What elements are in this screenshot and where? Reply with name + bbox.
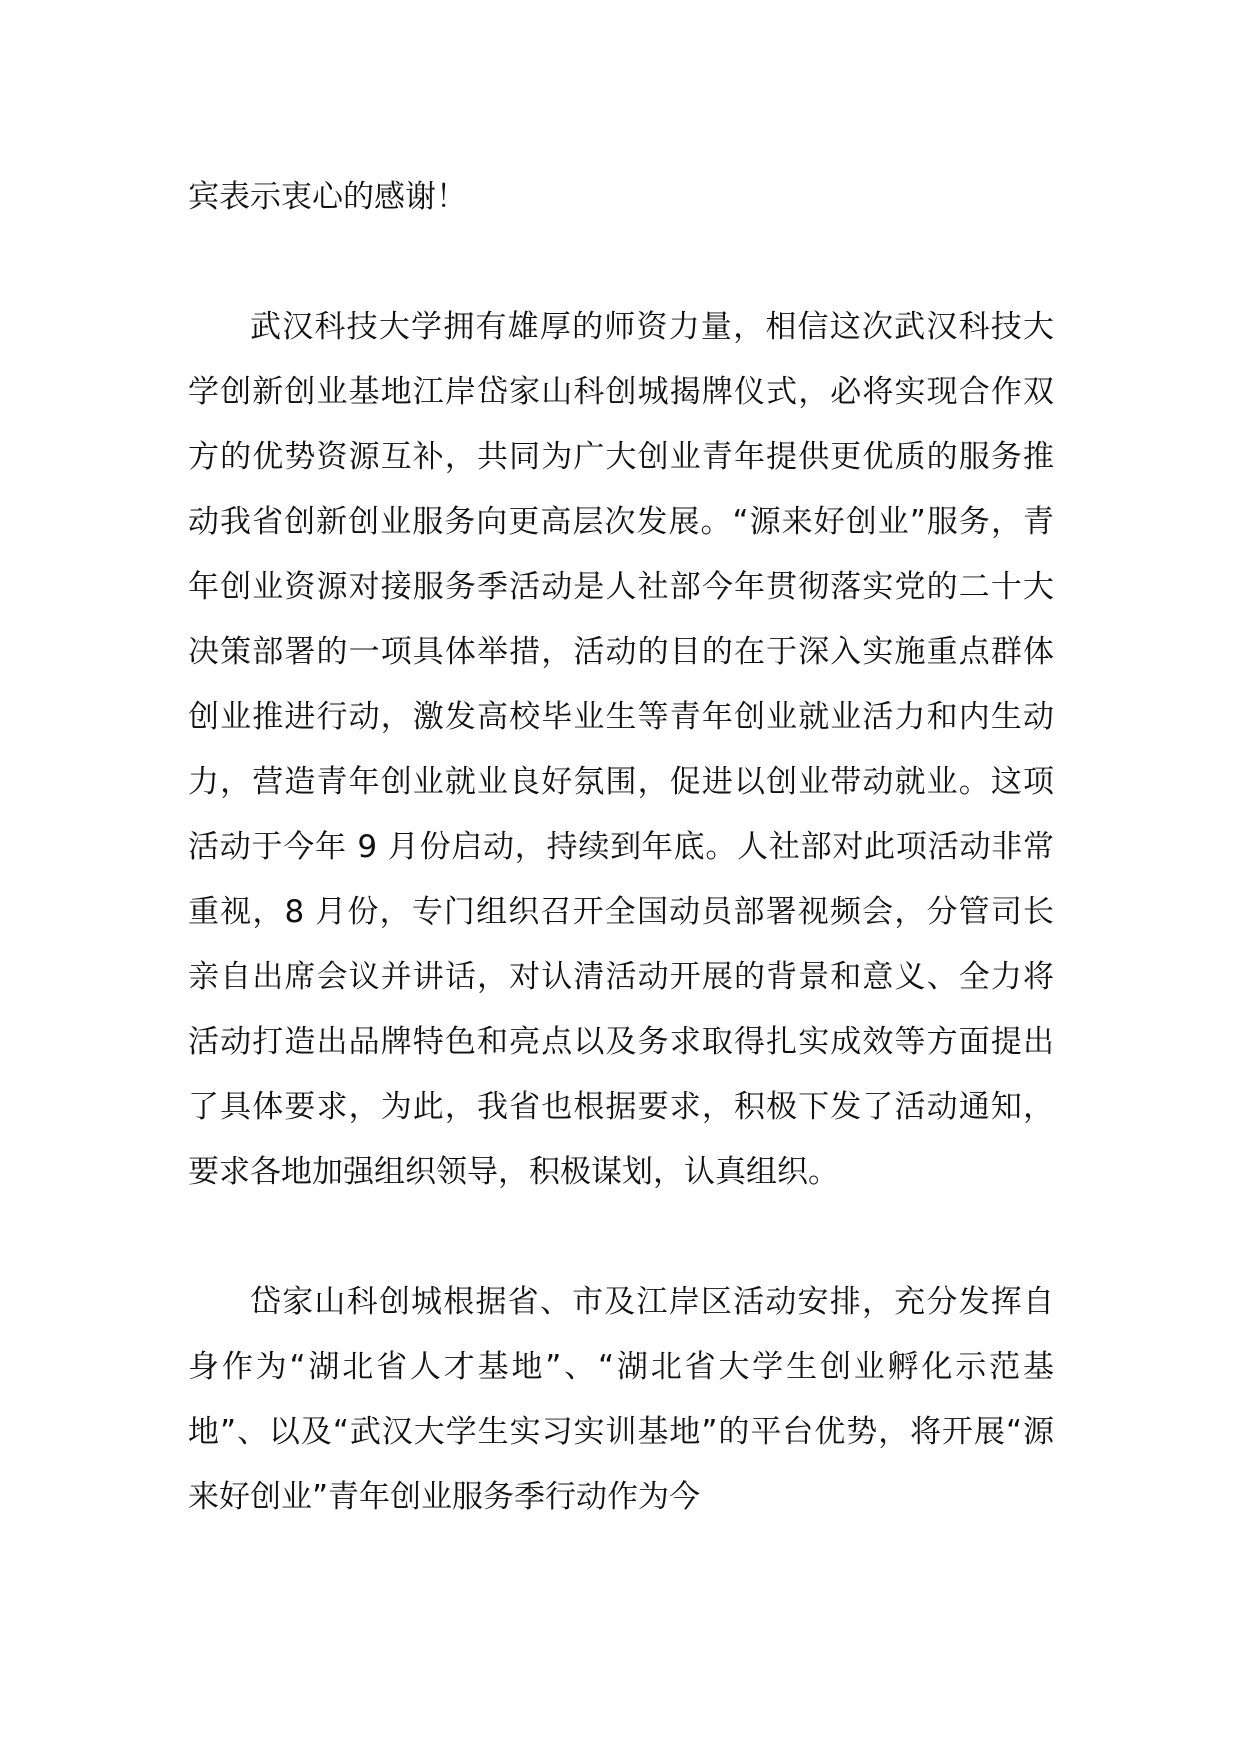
paragraph-closing-thanks: 宾表示衷心的感谢！ bbox=[188, 179, 467, 215]
paragraph-university-cooperation: 武汉科技大学拥有雄厚的师资力量，相信这次武汉科技大学创新创业基地江岸岱家山科创城揭牌仪式，必将实现合作双方的优势资源互补，共同为广大创业青年提供更优质的服务推动我省创新创业服务向更高层次发展。“源来好创业”服务，青年创业资源对接服务季活动是人社部今年贯彻落实党的二十大决策部署的一项具体举措，活动的目的在于深入实施重点群体创业推进行动，激发高校毕业生等青年创业就业活力和内生动力，营造青年创业就业良好氛围，促进以创业带动就业。这项活动于今年 9 月份启动，持续到年底。人社部对此项活动非常重视，8 月份，专门组织召开全国动员部署视频会，分管司长亲自出席会议并讲话，对认清活动开展的背景和意义、全力将活动打造出品牌特色和亮点以及务求取得扎实成效等方面提出了具体要求，为此，我省也根据要求，积极下发了活动通知，要求各地加强组织领导，积极谋划，认真组织。 bbox=[188, 309, 1054, 1190]
paragraph-science-city-activity: 岱家山科创城根据省、市及江岸区活动安排，充分发挥自身作为“湖北省人才基地”、“湖北省大学生创业孵化示范基地”、以及“武汉大学生实习实训基地”的平台优势，将开展“源来好创业”青年创业服务季行动作为今 bbox=[188, 1284, 1054, 1515]
document-body bbox=[188, 165, 1054, 1530]
